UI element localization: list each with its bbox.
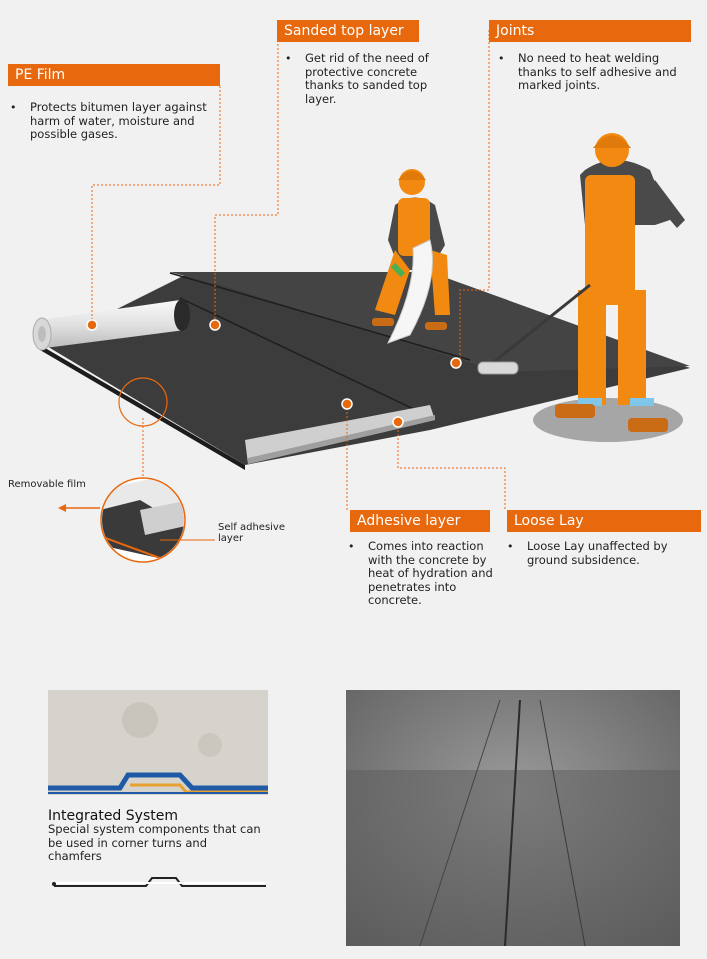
integrated-system-title: Integrated System: [48, 808, 178, 824]
integrated-system-text: Special system components that can be used in corner turns and chamfers: [48, 822, 261, 863]
sanded-top-text: • Get rid of the need of protective concrete thanks to sanded top layer.: [283, 52, 448, 106]
sanded-top-title: Sanded top layer: [277, 20, 419, 42]
joints-text: • No need to heat welding thanks to self adhesive and marked joints.: [496, 52, 696, 93]
pe-film-text: • Protects bitumen layer against harm of water, moisture and possible gases.: [8, 101, 218, 142]
pe-film-title: PE Film: [8, 64, 220, 86]
removable-film-label: Removable film: [8, 479, 86, 490]
membrane-photo: [346, 690, 680, 946]
self-adhesive-label: Self adhesive layer: [218, 522, 286, 544]
joints-title: Joints: [489, 20, 691, 42]
loose-lay-title: Loose Lay: [507, 510, 701, 532]
loose-lay-text: • Loose Lay unaffected by ground subsidence.: [505, 540, 690, 567]
adhesive-layer-title: Adhesive layer: [350, 510, 490, 532]
adhesive-layer-text: • Comes into reaction with the concrete by heat of hydration and penetrates into concrete.: [346, 540, 501, 608]
